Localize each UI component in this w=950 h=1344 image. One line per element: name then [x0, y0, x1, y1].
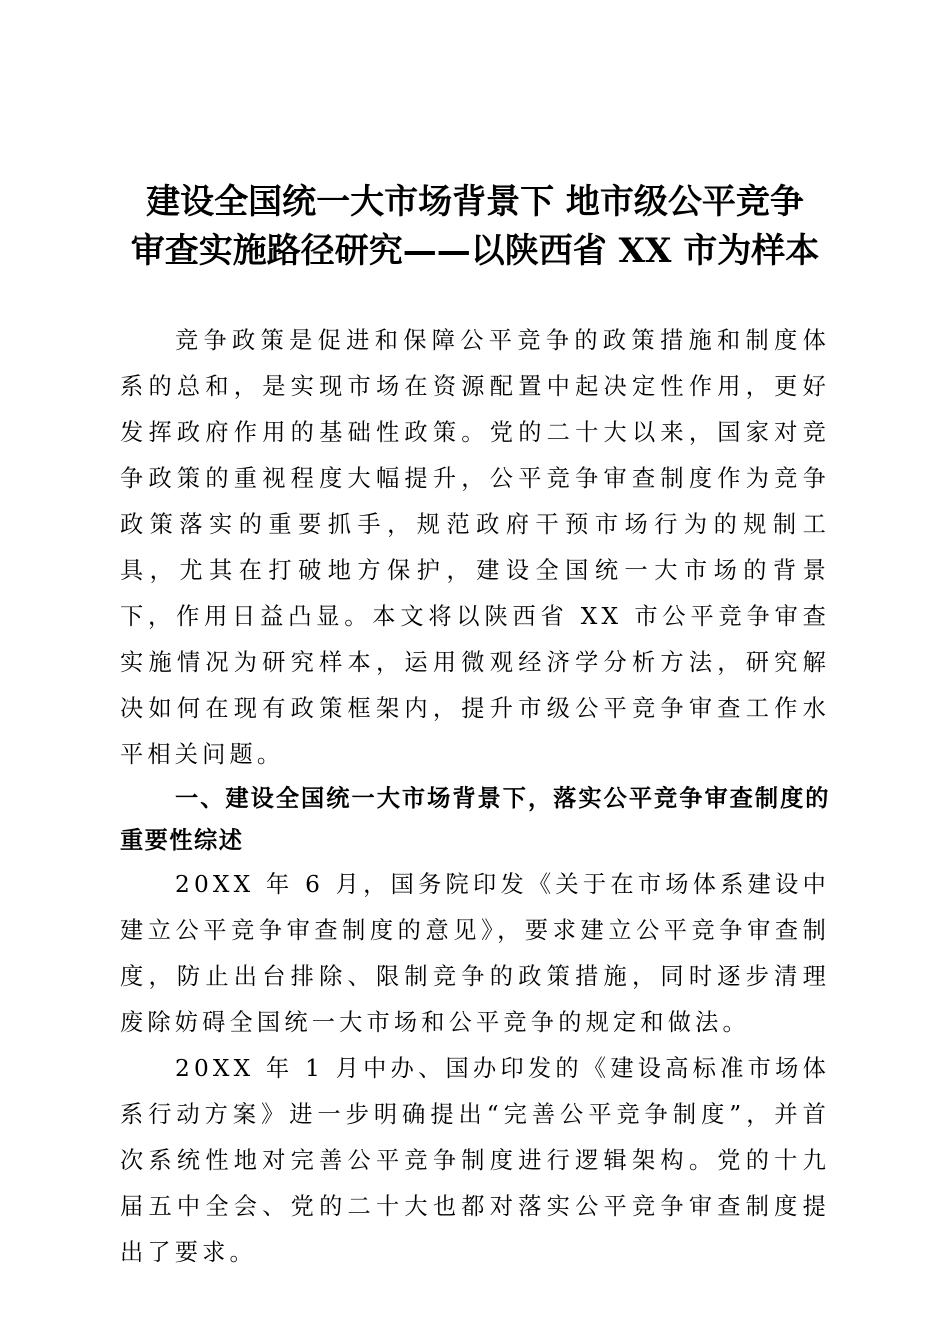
section1-paragraph-1: 20XX 年 6 月，国务院印发《关于在市场体系建设中建立公平竞争审查制度的意见》，要求建立公平竞争审查制度，防止出台排除、限制竞争的政策措施，同时逐步清理废除妨碍全国统一大市场和公平竞争的规定和做法。 [120, 871, 830, 1036]
intro-paragraph: 竞争政策是促进和保障公平竞争的政策措施和制度体系的总和，是实现市场在资源配置中起决定性作用，更好发挥政府作用的基础性政策。党的二十大以来，国家对竞争政策的重视程度大幅提升，公平竞争审查制度作为竞争政策落实的重要抓手，规范政府干预市场行为的规制工具，尤其在打破地方保护，建设全国统一大市场的背景下，作用日益凸显。本文将以陕西省 XX 市公平竞争审查实施情况为研究样本，运用微观经济学分析方法，研究解决如何在现有政策框架内，提升市级公平竞争审查工作水平相关问题。 [120, 327, 830, 768]
section1-paragraph-2: 20XX 年 1 月中办、国办印发的《建设高标准市场体系行动方案》进一步明确提出“完善公平竞争制度”，并首次系统性地对完善公平竞争制度进行逻辑架构。党的十九届五中全会、党的二十大也都对落实公平竞争审查制度提出了要求。 [120, 1055, 830, 1266]
section-heading-1: 一、建设全国统一大市场背景下，落实公平竞争审查制度的重要性综述 [120, 785, 830, 854]
document-body [120, 318, 830, 1276]
title-line-1: 建设全国统一大市场背景下 地市级公平竞争 [146, 182, 804, 222]
document-title [110, 178, 840, 276]
title-line-2: 审查实施路径研究——以陕西省 XX 市为样本 [130, 231, 820, 271]
